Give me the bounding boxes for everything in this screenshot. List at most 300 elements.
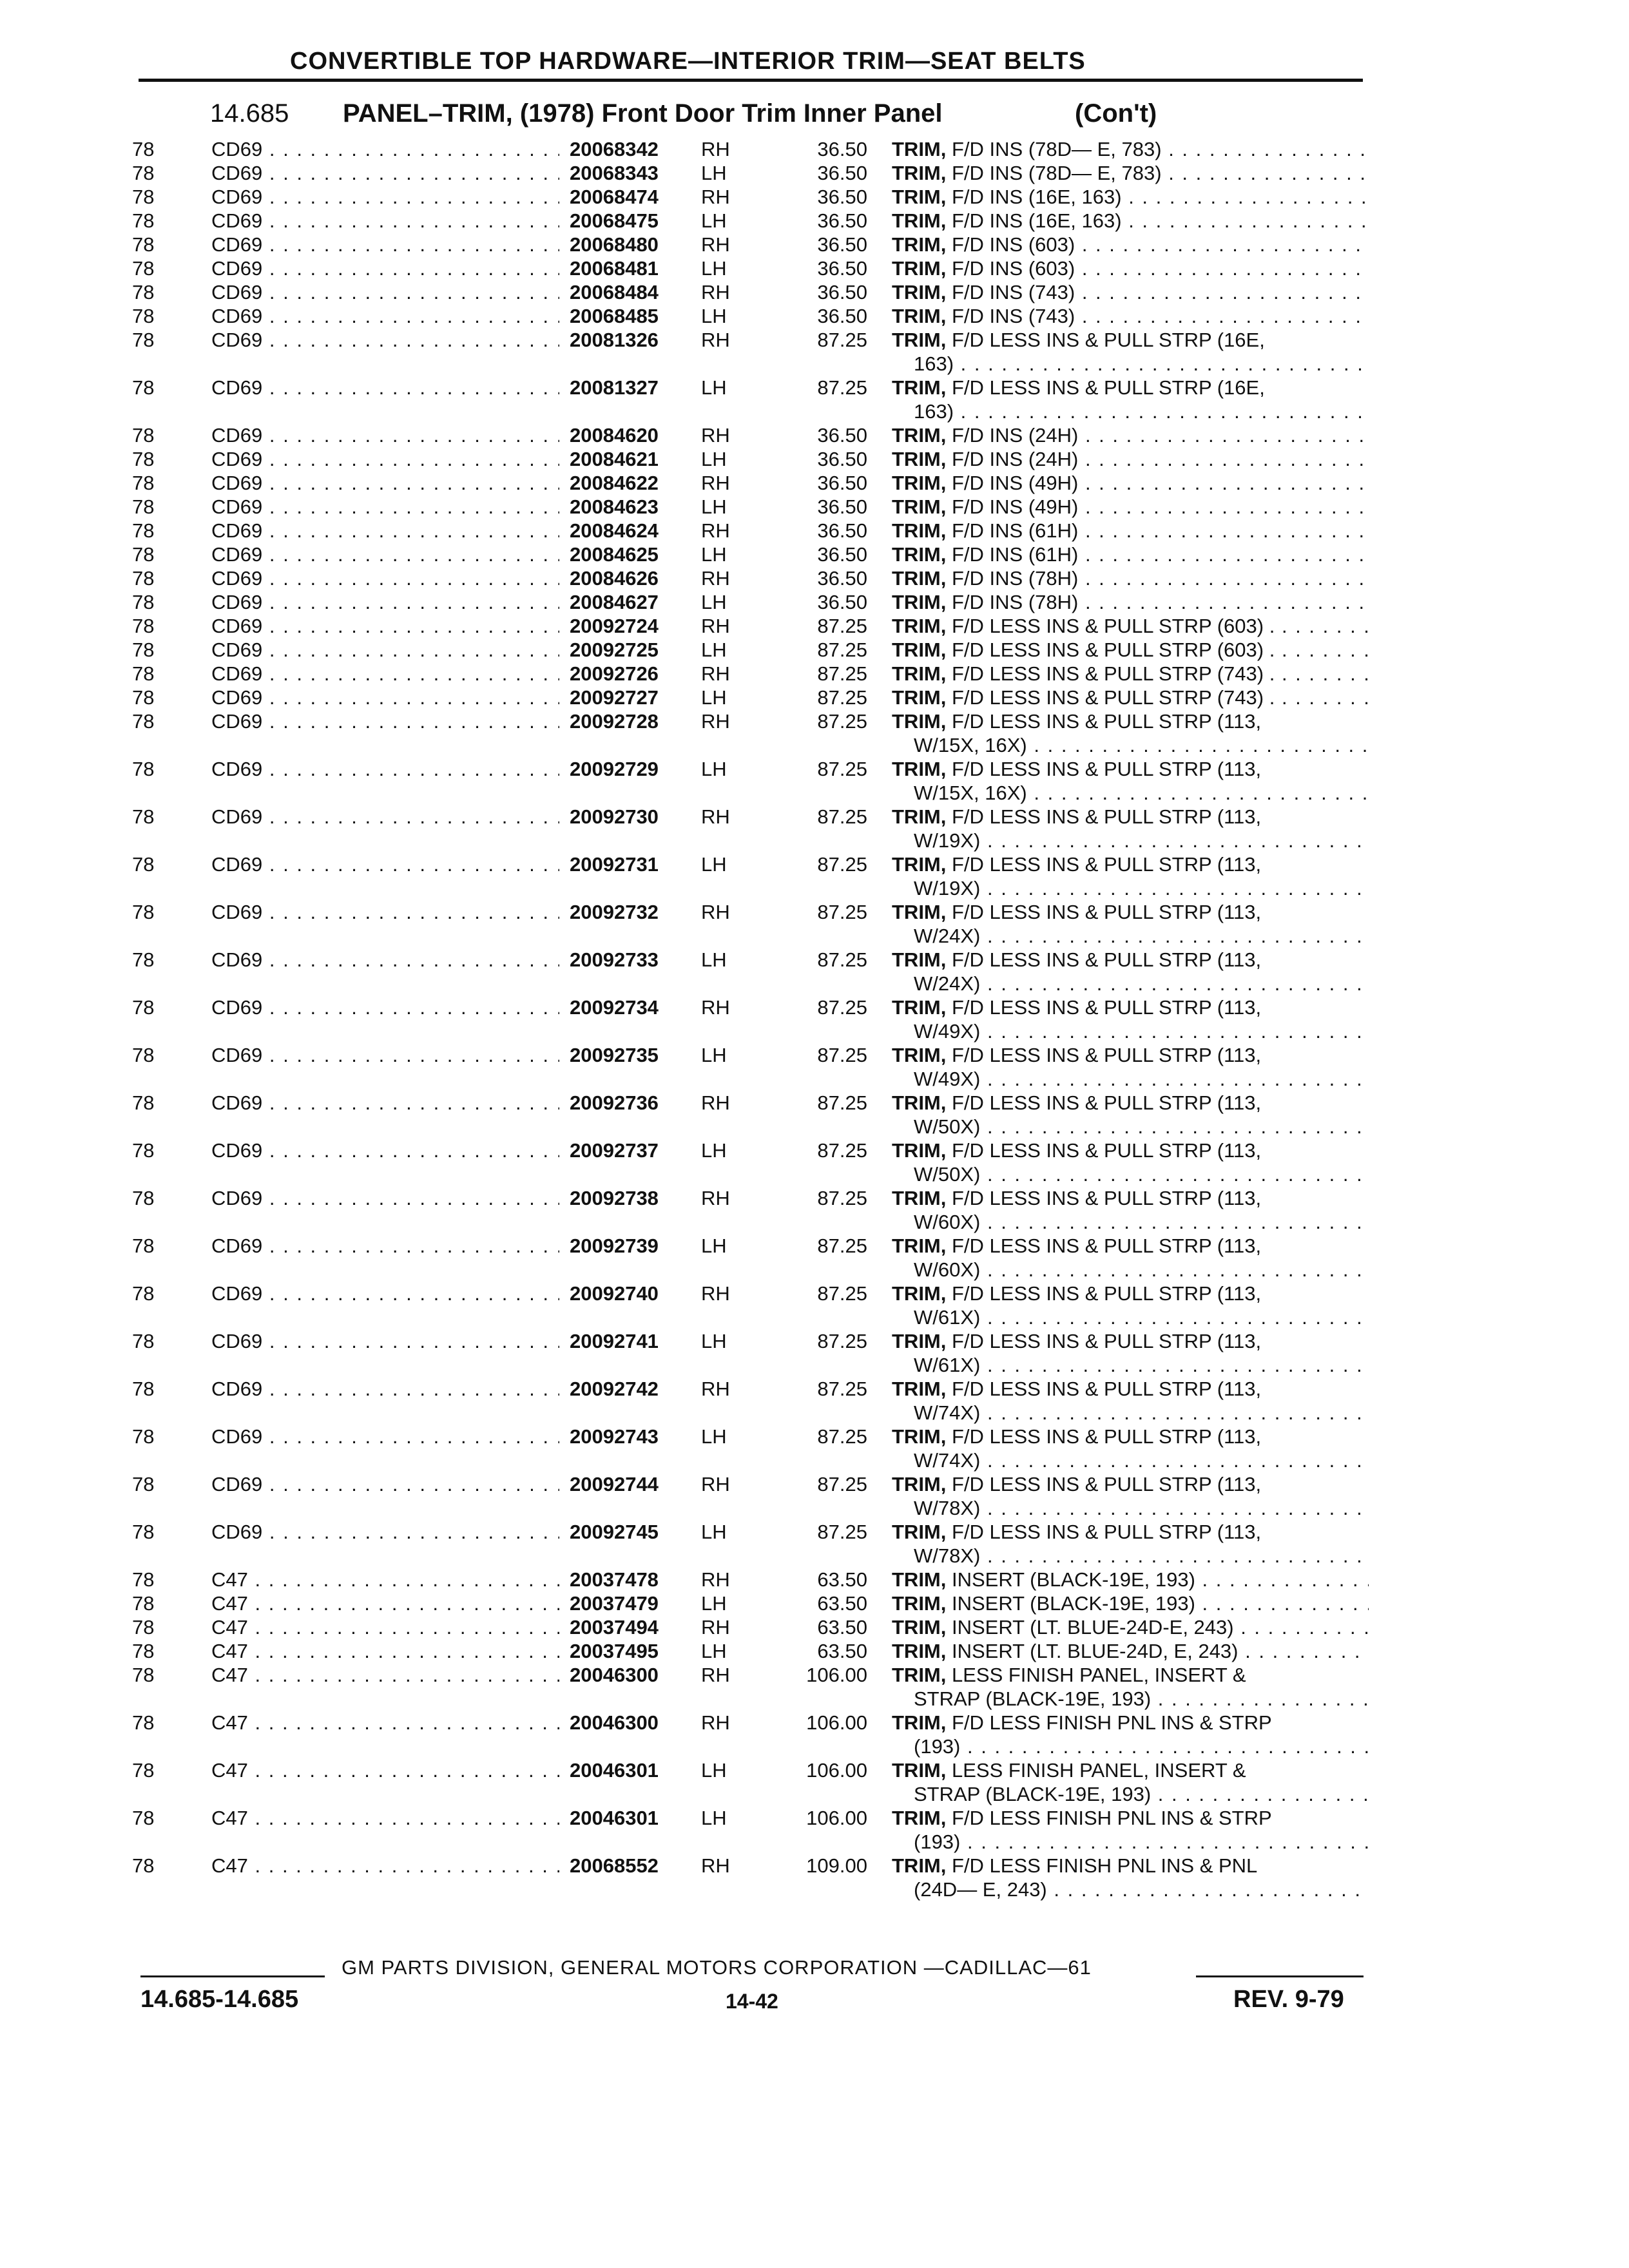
description-line (892, 1425, 1369, 1448)
price: 36.50 (817, 543, 867, 566)
description-line (892, 1591, 1369, 1615)
part-number: 20092738 (570, 1187, 659, 1209)
side: LH (701, 209, 727, 232)
table-row (0, 1591, 1629, 1615)
description-keyword: TRIM, (892, 472, 947, 494)
side: LH (701, 948, 727, 971)
body-style: CD69 . . . (211, 423, 559, 447)
side: LH (701, 1807, 727, 1829)
side: RH (701, 996, 730, 1019)
body-style: CD69 . . . (211, 447, 559, 471)
body-style: CD69 . . . (211, 900, 559, 924)
description-text: F/D LESS INS & PULL STRP (16E, (946, 376, 1265, 399)
description-keyword: TRIM, (892, 1854, 947, 1877)
body-style: CD69 . . . (211, 1472, 559, 1496)
description-keyword: TRIM, (892, 1044, 947, 1066)
model-year: 78 (132, 1568, 155, 1591)
model-year: 78 (132, 686, 155, 709)
description-keyword: TRIM, (892, 805, 947, 828)
side: RH (701, 1473, 730, 1495)
body-style: CD69 . . . (211, 1520, 559, 1544)
description-line (892, 1234, 1369, 1258)
description (892, 852, 1369, 900)
description-keyword: TRIM, (892, 1187, 947, 1209)
model-year: 78 (132, 495, 155, 518)
description-text: W/60X) (914, 1211, 981, 1233)
model-year: 78 (132, 1664, 155, 1686)
table-row (0, 1186, 1629, 1234)
description-text: W/74X) (914, 1449, 981, 1472)
description (892, 805, 1369, 852)
price: 87.25 (817, 1091, 867, 1114)
part-number: 20092729 (570, 758, 659, 780)
description-text: F/D LESS INS & PULL STRP (113, (946, 805, 1262, 828)
model-year: 78 (132, 448, 155, 470)
description-text: W/60X) (914, 1258, 981, 1281)
body-style: CD69 . . . (211, 566, 559, 590)
description-text: (24D— E, 243) (914, 1878, 1047, 1901)
table-row (0, 948, 1629, 995)
body-style: CD69 . . . (211, 233, 559, 256)
description-text: LESS FINISH PANEL, INSERT & (946, 1664, 1246, 1686)
side: LH (701, 305, 727, 327)
side: LH (701, 543, 727, 566)
description (892, 1520, 1369, 1568)
description-text: W/19X) (914, 829, 981, 852)
table-row (0, 1663, 1629, 1711)
body-style: CD69 . . . (211, 995, 559, 1019)
body-style: CD69 . . . (211, 1234, 559, 1258)
description (892, 161, 1369, 185)
price: 87.25 (817, 1425, 867, 1448)
section-continued: (Con't) (1075, 99, 1157, 128)
price: 36.50 (817, 162, 867, 184)
body-style: CD69 . . . (211, 137, 559, 161)
description-text: F/D INS (603) (946, 233, 1075, 256)
description-text: F/D LESS FINISH PNL INS & STRP (946, 1711, 1272, 1734)
table-row (0, 280, 1629, 304)
table-row (0, 1758, 1629, 1806)
description (892, 423, 1369, 447)
description-keyword: TRIM, (892, 686, 947, 709)
description-line (892, 757, 1369, 781)
description-keyword: TRIM, (892, 376, 947, 399)
body-style: CD69 . . . (211, 280, 559, 304)
description (892, 1234, 1369, 1282)
description-line (892, 638, 1369, 662)
description-text: F/D LESS INS & PULL STRP (113, (946, 1044, 1262, 1066)
description-text: F/D LESS INS & PULL STRP (113, (946, 710, 1262, 733)
price: 36.50 (817, 567, 867, 590)
description-continuation (892, 352, 1369, 376)
side: LH (701, 639, 727, 661)
model-year: 78 (132, 615, 155, 637)
price: 36.50 (817, 257, 867, 280)
body-style: CD69 . . . (211, 471, 559, 495)
side: RH (701, 662, 730, 685)
description-keyword: TRIM, (892, 710, 947, 733)
description (892, 1591, 1369, 1615)
description-text: LESS FINISH PANEL, INSERT & (946, 1759, 1246, 1782)
description (892, 1139, 1369, 1186)
price: 87.25 (817, 710, 867, 733)
part-number: 20084623 (570, 495, 659, 518)
description-text: F/D INS (16E, 163) (946, 209, 1122, 232)
table-row (0, 1854, 1629, 1901)
price: 63.50 (817, 1568, 867, 1591)
body-style: CD69 . . . (211, 852, 559, 876)
price: 87.25 (817, 1282, 867, 1305)
part-number: 20092737 (570, 1139, 659, 1162)
table-row (0, 185, 1629, 209)
description-continuation (892, 781, 1369, 805)
description-continuation (892, 1496, 1369, 1520)
side: LH (701, 376, 727, 399)
price: 87.25 (817, 996, 867, 1019)
price: 87.25 (817, 615, 867, 637)
description (892, 686, 1369, 709)
table-row (0, 304, 1629, 328)
parts-table (0, 137, 1629, 1901)
description (892, 1758, 1369, 1806)
description-text: F/D INS (24H) (946, 424, 1079, 447)
description-keyword: TRIM, (892, 257, 947, 280)
table-row (0, 137, 1629, 161)
description-keyword: TRIM, (892, 305, 947, 327)
description-keyword: TRIM, (892, 1473, 947, 1495)
table-row (0, 1043, 1629, 1091)
part-number: 20068484 (570, 281, 659, 303)
description-keyword: TRIM, (892, 662, 947, 685)
description-line (892, 328, 1369, 352)
side: LH (701, 853, 727, 876)
body-style: CD69 . . . (211, 757, 559, 781)
description (892, 471, 1369, 495)
description-line (892, 686, 1369, 709)
price: 87.25 (817, 662, 867, 685)
body-style: CD69 . . . (211, 304, 559, 328)
footer-page-number: 14-42 (726, 1990, 778, 2013)
description (892, 948, 1369, 995)
model-year: 78 (132, 639, 155, 661)
body-style: CD69 . . . (211, 686, 559, 709)
description-line (892, 1711, 1369, 1735)
description-text: F/D INS (78D— E, 783) (946, 138, 1162, 160)
description-text: F/D INS (603) (946, 257, 1075, 280)
description-line (892, 376, 1369, 399)
part-number: 20037478 (570, 1568, 659, 1591)
body-style: CD69 . . . (211, 161, 559, 185)
side: LH (701, 591, 727, 613)
description-text: W/78X) (914, 1497, 981, 1519)
description-text: F/D LESS INS & PULL STRP (113, (946, 1330, 1262, 1352)
part-number: 20084626 (570, 567, 659, 590)
description-continuation (892, 972, 1369, 995)
description-text: F/D LESS INS & PULL STRP (603) . (946, 615, 1275, 637)
part-number: 20081327 (570, 376, 659, 399)
table-row (0, 376, 1629, 423)
table-row (0, 209, 1629, 233)
description-text: 163) (914, 352, 954, 375)
part-number: 20092741 (570, 1330, 659, 1352)
description-text: W/15X, 16X) (914, 734, 1027, 756)
side: LH (701, 1330, 727, 1352)
description-keyword: TRIM, (892, 758, 947, 780)
description-keyword: TRIM, (892, 1330, 947, 1352)
price: 87.25 (817, 758, 867, 780)
table-row (0, 1615, 1629, 1639)
side: RH (701, 329, 730, 351)
part-number: 20092740 (570, 1282, 659, 1305)
description-keyword: TRIM, (892, 1091, 947, 1114)
table-row (0, 590, 1629, 614)
description-keyword: TRIM, (892, 639, 947, 661)
description-line (892, 1139, 1369, 1162)
description (892, 709, 1369, 757)
side: LH (701, 257, 727, 280)
description-keyword: TRIM, (892, 281, 947, 303)
description-text: INSERT (LT. BLUE-24D, E, 243) (946, 1640, 1239, 1662)
description-keyword: TRIM, (892, 209, 947, 232)
description-keyword: TRIM, (892, 329, 947, 351)
price: 109.00 (806, 1854, 867, 1877)
description-text: W/61X) (914, 1354, 981, 1376)
side: RH (701, 567, 730, 590)
description (892, 328, 1369, 376)
description (892, 233, 1369, 256)
description-text: F/D LESS INS & PULL STRP (113, (946, 1187, 1262, 1209)
description-text: F/D INS (61H) (946, 543, 1079, 566)
model-year: 78 (132, 186, 155, 208)
table-row (0, 1282, 1629, 1329)
side: RH (701, 615, 730, 637)
model-year: 78 (132, 1139, 155, 1162)
side: LH (701, 162, 727, 184)
description-text: F/D LESS INS & PULL STRP (603) . (946, 639, 1275, 661)
model-year: 78 (132, 1282, 155, 1305)
part-number: 20092739 (570, 1235, 659, 1257)
price: 36.50 (817, 186, 867, 208)
body-style: CD69 . . . (211, 1091, 559, 1115)
description-line (892, 1520, 1369, 1544)
description-continuation (892, 1448, 1369, 1472)
description-text: W/24X) (914, 925, 981, 947)
price: 87.25 (817, 376, 867, 399)
description-continuation (892, 876, 1369, 900)
model-year: 78 (132, 1640, 155, 1662)
part-number: 20092735 (570, 1044, 659, 1066)
description-line (892, 1615, 1369, 1639)
body-style: CD69 . . . (211, 1282, 559, 1305)
price: 87.25 (817, 948, 867, 971)
description-continuation (892, 1544, 1369, 1568)
description-continuation (892, 733, 1369, 757)
description-continuation (892, 1258, 1369, 1282)
description (892, 543, 1369, 566)
description-keyword: TRIM, (892, 615, 947, 637)
description-text: F/D LESS INS & PULL STRP (113, (946, 901, 1262, 923)
model-year: 78 (132, 1807, 155, 1829)
description-text: F/D LESS INS & PULL STRP (743) . (946, 662, 1275, 685)
table-row (0, 686, 1629, 709)
body-style: CD69 . . . (211, 1043, 559, 1067)
side: RH (701, 233, 730, 256)
description-line (892, 1282, 1369, 1305)
description-text: F/D LESS INS & PULL STRP (16E, (946, 329, 1265, 351)
description-text: F/D LESS INS & PULL STRP (113, (946, 1091, 1262, 1114)
description-keyword: TRIM, (892, 591, 947, 613)
description-text: W/49X) (914, 1068, 981, 1090)
price: 87.25 (817, 1044, 867, 1066)
model-year: 78 (132, 567, 155, 590)
description (892, 495, 1369, 519)
description (892, 447, 1369, 471)
description-line (892, 137, 1369, 161)
table-row (0, 1377, 1629, 1425)
description (892, 1091, 1369, 1139)
part-number: 20068474 (570, 186, 659, 208)
side: RH (701, 1378, 730, 1400)
part-number: 20092724 (570, 615, 659, 637)
table-row (0, 805, 1629, 852)
model-year: 78 (132, 376, 155, 399)
price: 87.25 (817, 901, 867, 923)
side: LH (701, 1425, 727, 1448)
part-number: 20084621 (570, 448, 659, 470)
price: 36.50 (817, 424, 867, 447)
body-style: CD69 . . . (211, 590, 559, 614)
part-number: 20092736 (570, 1091, 659, 1114)
description-keyword: TRIM, (892, 138, 947, 160)
side: LH (701, 495, 727, 518)
body-style: CD69 . . . (211, 662, 559, 686)
body-style: CD69 . . . (211, 1425, 559, 1448)
price: 106.00 (806, 1759, 867, 1782)
description-line (892, 1186, 1369, 1210)
description-line (892, 161, 1369, 185)
description-text: F/D INS (49H) (946, 495, 1079, 518)
table-row (0, 161, 1629, 185)
table-row (0, 1711, 1629, 1758)
part-number: 20037495 (570, 1640, 659, 1662)
side: RH (701, 472, 730, 494)
description-line (892, 995, 1369, 1019)
page-title: CONVERTIBLE TOP HARDWARE—INTERIOR TRIM—SEAT BELTS (290, 48, 1086, 75)
description-continuation (892, 1687, 1369, 1711)
part-number: 20068343 (570, 162, 659, 184)
description-text: F/D LESS INS & PULL STRP (113, (946, 1139, 1262, 1162)
price: 87.25 (817, 805, 867, 828)
table-row (0, 447, 1629, 471)
table-row (0, 995, 1629, 1043)
body-style: CD69 . . . (211, 1186, 559, 1210)
description-line (892, 590, 1369, 614)
description-line (892, 1639, 1369, 1663)
price: 87.25 (817, 1473, 867, 1495)
body-style: CD69 . . . (211, 1139, 559, 1162)
table-row (0, 1425, 1629, 1472)
price: 87.25 (817, 1330, 867, 1352)
price: 87.25 (817, 639, 867, 661)
description-keyword: TRIM, (892, 1282, 947, 1305)
description-text: F/D INS (61H) (946, 519, 1079, 542)
model-year: 78 (132, 1235, 155, 1257)
description-line (892, 1663, 1369, 1687)
description-line (892, 209, 1369, 233)
model-year: 78 (132, 1711, 155, 1734)
table-row (0, 471, 1629, 495)
description-text: W/50X) (914, 1163, 981, 1186)
part-number: 20081326 (570, 329, 659, 351)
description-text: F/D LESS FINISH PNL INS & STRP (946, 1807, 1272, 1829)
model-year: 78 (132, 1187, 155, 1209)
part-number: 20084622 (570, 472, 659, 494)
description-keyword: TRIM, (892, 1235, 947, 1257)
part-number: 20092745 (570, 1521, 659, 1543)
body-style: C47 . . . (211, 1639, 559, 1663)
part-number: 20092733 (570, 948, 659, 971)
description-line (892, 519, 1369, 543)
description (892, 662, 1369, 686)
body-style: C47 . . . (211, 1615, 559, 1639)
description-keyword: TRIM, (892, 1592, 947, 1615)
table-row (0, 1234, 1629, 1282)
description-line (892, 614, 1369, 638)
price: 36.50 (817, 281, 867, 303)
body-style: CD69 . . . (211, 328, 559, 352)
body-style: C47 . . . (211, 1806, 559, 1830)
description-line (892, 662, 1369, 686)
description-line (892, 423, 1369, 447)
description-line (892, 1854, 1369, 1878)
description (892, 1568, 1369, 1591)
side: RH (701, 1854, 730, 1877)
side: LH (701, 1759, 727, 1782)
price: 106.00 (806, 1807, 867, 1829)
description-line (892, 1806, 1369, 1830)
side: RH (701, 1187, 730, 1209)
table-row (0, 614, 1629, 638)
description (892, 1377, 1369, 1425)
description-text: F/D LESS INS & PULL STRP (113, (946, 758, 1262, 780)
description-text: 163) (914, 400, 954, 423)
description-keyword: TRIM, (892, 1616, 947, 1639)
body-style: CD69 . . . (211, 185, 559, 209)
model-year: 78 (132, 710, 155, 733)
description-text: F/D LESS INS & PULL STRP (113, (946, 1378, 1262, 1400)
side: LH (701, 686, 727, 709)
description-text: F/D INS (743) (946, 281, 1075, 303)
part-number: 20092742 (570, 1378, 659, 1400)
model-year: 78 (132, 329, 155, 351)
part-number: 20092731 (570, 853, 659, 876)
side: LH (701, 1640, 727, 1662)
part-number: 20092727 (570, 686, 659, 709)
description-continuation (892, 1019, 1369, 1043)
description-text: F/D INS (78D— E, 783) (946, 162, 1162, 184)
description (892, 1043, 1369, 1091)
description (892, 280, 1369, 304)
part-number: 20092726 (570, 662, 659, 685)
model-year: 78 (132, 948, 155, 971)
model-year: 78 (132, 1425, 155, 1448)
part-number: 20092744 (570, 1473, 659, 1495)
description-keyword: TRIM, (892, 233, 947, 256)
model-year: 78 (132, 1592, 155, 1615)
price: 36.50 (817, 138, 867, 160)
description-line (892, 1377, 1369, 1401)
title-rule (139, 79, 1363, 82)
